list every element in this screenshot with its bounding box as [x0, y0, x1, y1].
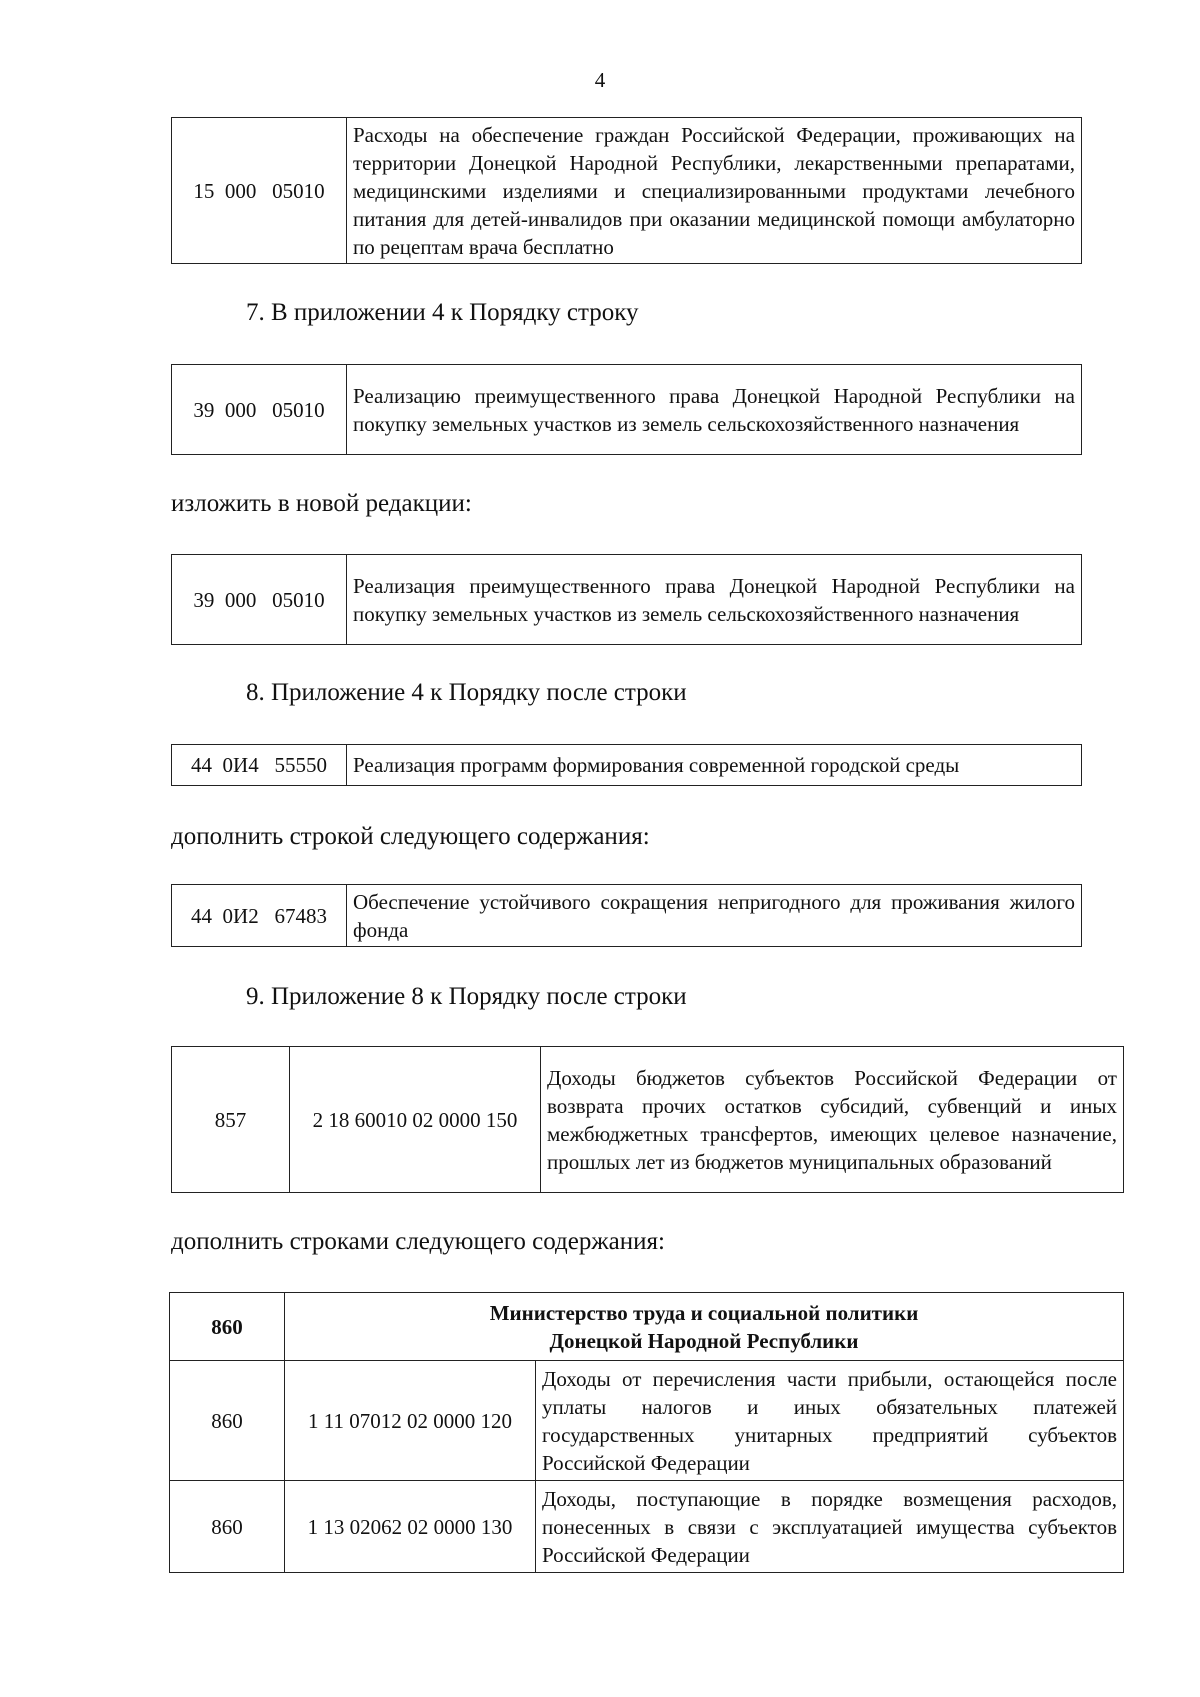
- income-description: Доходы, поступающие в порядке возмещения расходов, понесенных в связи с эксплуатацией имущества субъектов Российской Федерации: [536, 1481, 1124, 1573]
- page-number: 4: [594, 68, 606, 92]
- admin-code: 857: [172, 1047, 290, 1193]
- budget-code: 39 000 05010: [172, 555, 347, 645]
- table-row: [172, 118, 1082, 264]
- ministry-title-line1: Министерство труда и социальной политики: [489, 1300, 919, 1325]
- expense-description: Расходы на обеспечение граждан Российской Федерации, проживающих на территории Донецкой Народной Республики, лекарственными препаратами, медицинскими изделиями и специализированными продуктами лечебного питания для детей-инвалидов при оказании медицинской помощи амбулаторно по рецептам врача бесплатно: [347, 118, 1082, 264]
- income-code: 1 13 02062 02 0000 130: [285, 1481, 536, 1573]
- expense-description: Обеспечение устойчивого сокращения непригодного для проживания жилого фонда: [347, 885, 1082, 947]
- ministry-title-line2: Донецкой Народной Республики: [549, 1328, 859, 1353]
- expense-description: Реализация программ формирования современной городской среды: [347, 745, 1082, 786]
- table-row: [170, 1481, 1124, 1573]
- table-row: [172, 1047, 1124, 1193]
- income-code: 2 18 60010 02 0000 150: [290, 1047, 541, 1193]
- expense-description: Реализацию преимущественного права Донецкой Народной Республики на покупку земельных участков из земель сельскохозяйственного назначения: [347, 365, 1082, 455]
- table-item8-after: [171, 744, 1082, 786]
- item-9-transition: дополнить строками следующего содержания:: [171, 1228, 665, 1255]
- income-code: 1 11 07012 02 0000 120: [285, 1361, 536, 1481]
- budget-code: 44 0И2 67483: [172, 885, 347, 947]
- expense-description: Реализация преимущественного права Донецкой Народной Республики на покупку земельных участков из земель сельскохозяйственного назначения: [347, 555, 1082, 645]
- item-9-heading: 9. Приложение 8 к Порядку после строки: [246, 983, 687, 1010]
- ministry-title: [285, 1293, 1124, 1361]
- table-item9-new: [169, 1292, 1124, 1573]
- admin-code: 860: [170, 1481, 285, 1573]
- table-row: [172, 365, 1082, 455]
- table-item9-after: [171, 1046, 1124, 1193]
- table-row: [172, 555, 1082, 645]
- table-row: [172, 885, 1082, 947]
- admin-code: 860: [170, 1361, 285, 1481]
- table-item8-new: [171, 884, 1082, 947]
- table-item7-old: [171, 364, 1082, 455]
- item-8-heading: 8. Приложение 4 к Порядку после строки: [246, 679, 687, 706]
- income-description: Доходы бюджетов субъектов Российской Федерации от возврата прочих остатков субсидий, субвенций и иных межбюджетных трансфертов, имеющих целевое назначение, прошлых лет из бюджетов муниципальных образований: [541, 1047, 1124, 1193]
- item-7-heading: 7. В приложении 4 к Порядку строку: [246, 299, 639, 326]
- table-row: [172, 745, 1082, 786]
- header-admin-code: 860: [170, 1293, 285, 1361]
- budget-code: 15 000 05010: [172, 118, 347, 264]
- item-7-transition: изложить в новой редакции:: [171, 490, 472, 517]
- table-row: [170, 1361, 1124, 1481]
- item-8-transition: дополнить строкой следующего содержания:: [171, 823, 650, 850]
- budget-code: 39 000 05010: [172, 365, 347, 455]
- table-header-row: [170, 1293, 1124, 1361]
- income-description: Доходы от перечисления части прибыли, остающейся после уплаты налогов и иных обязательных платежей государственных унитарных предприятий субъектов Российской Федерации: [536, 1361, 1124, 1481]
- table-continuation: [171, 117, 1082, 264]
- budget-code: 44 0И4 55550: [172, 745, 347, 786]
- table-item7-new: [171, 554, 1082, 645]
